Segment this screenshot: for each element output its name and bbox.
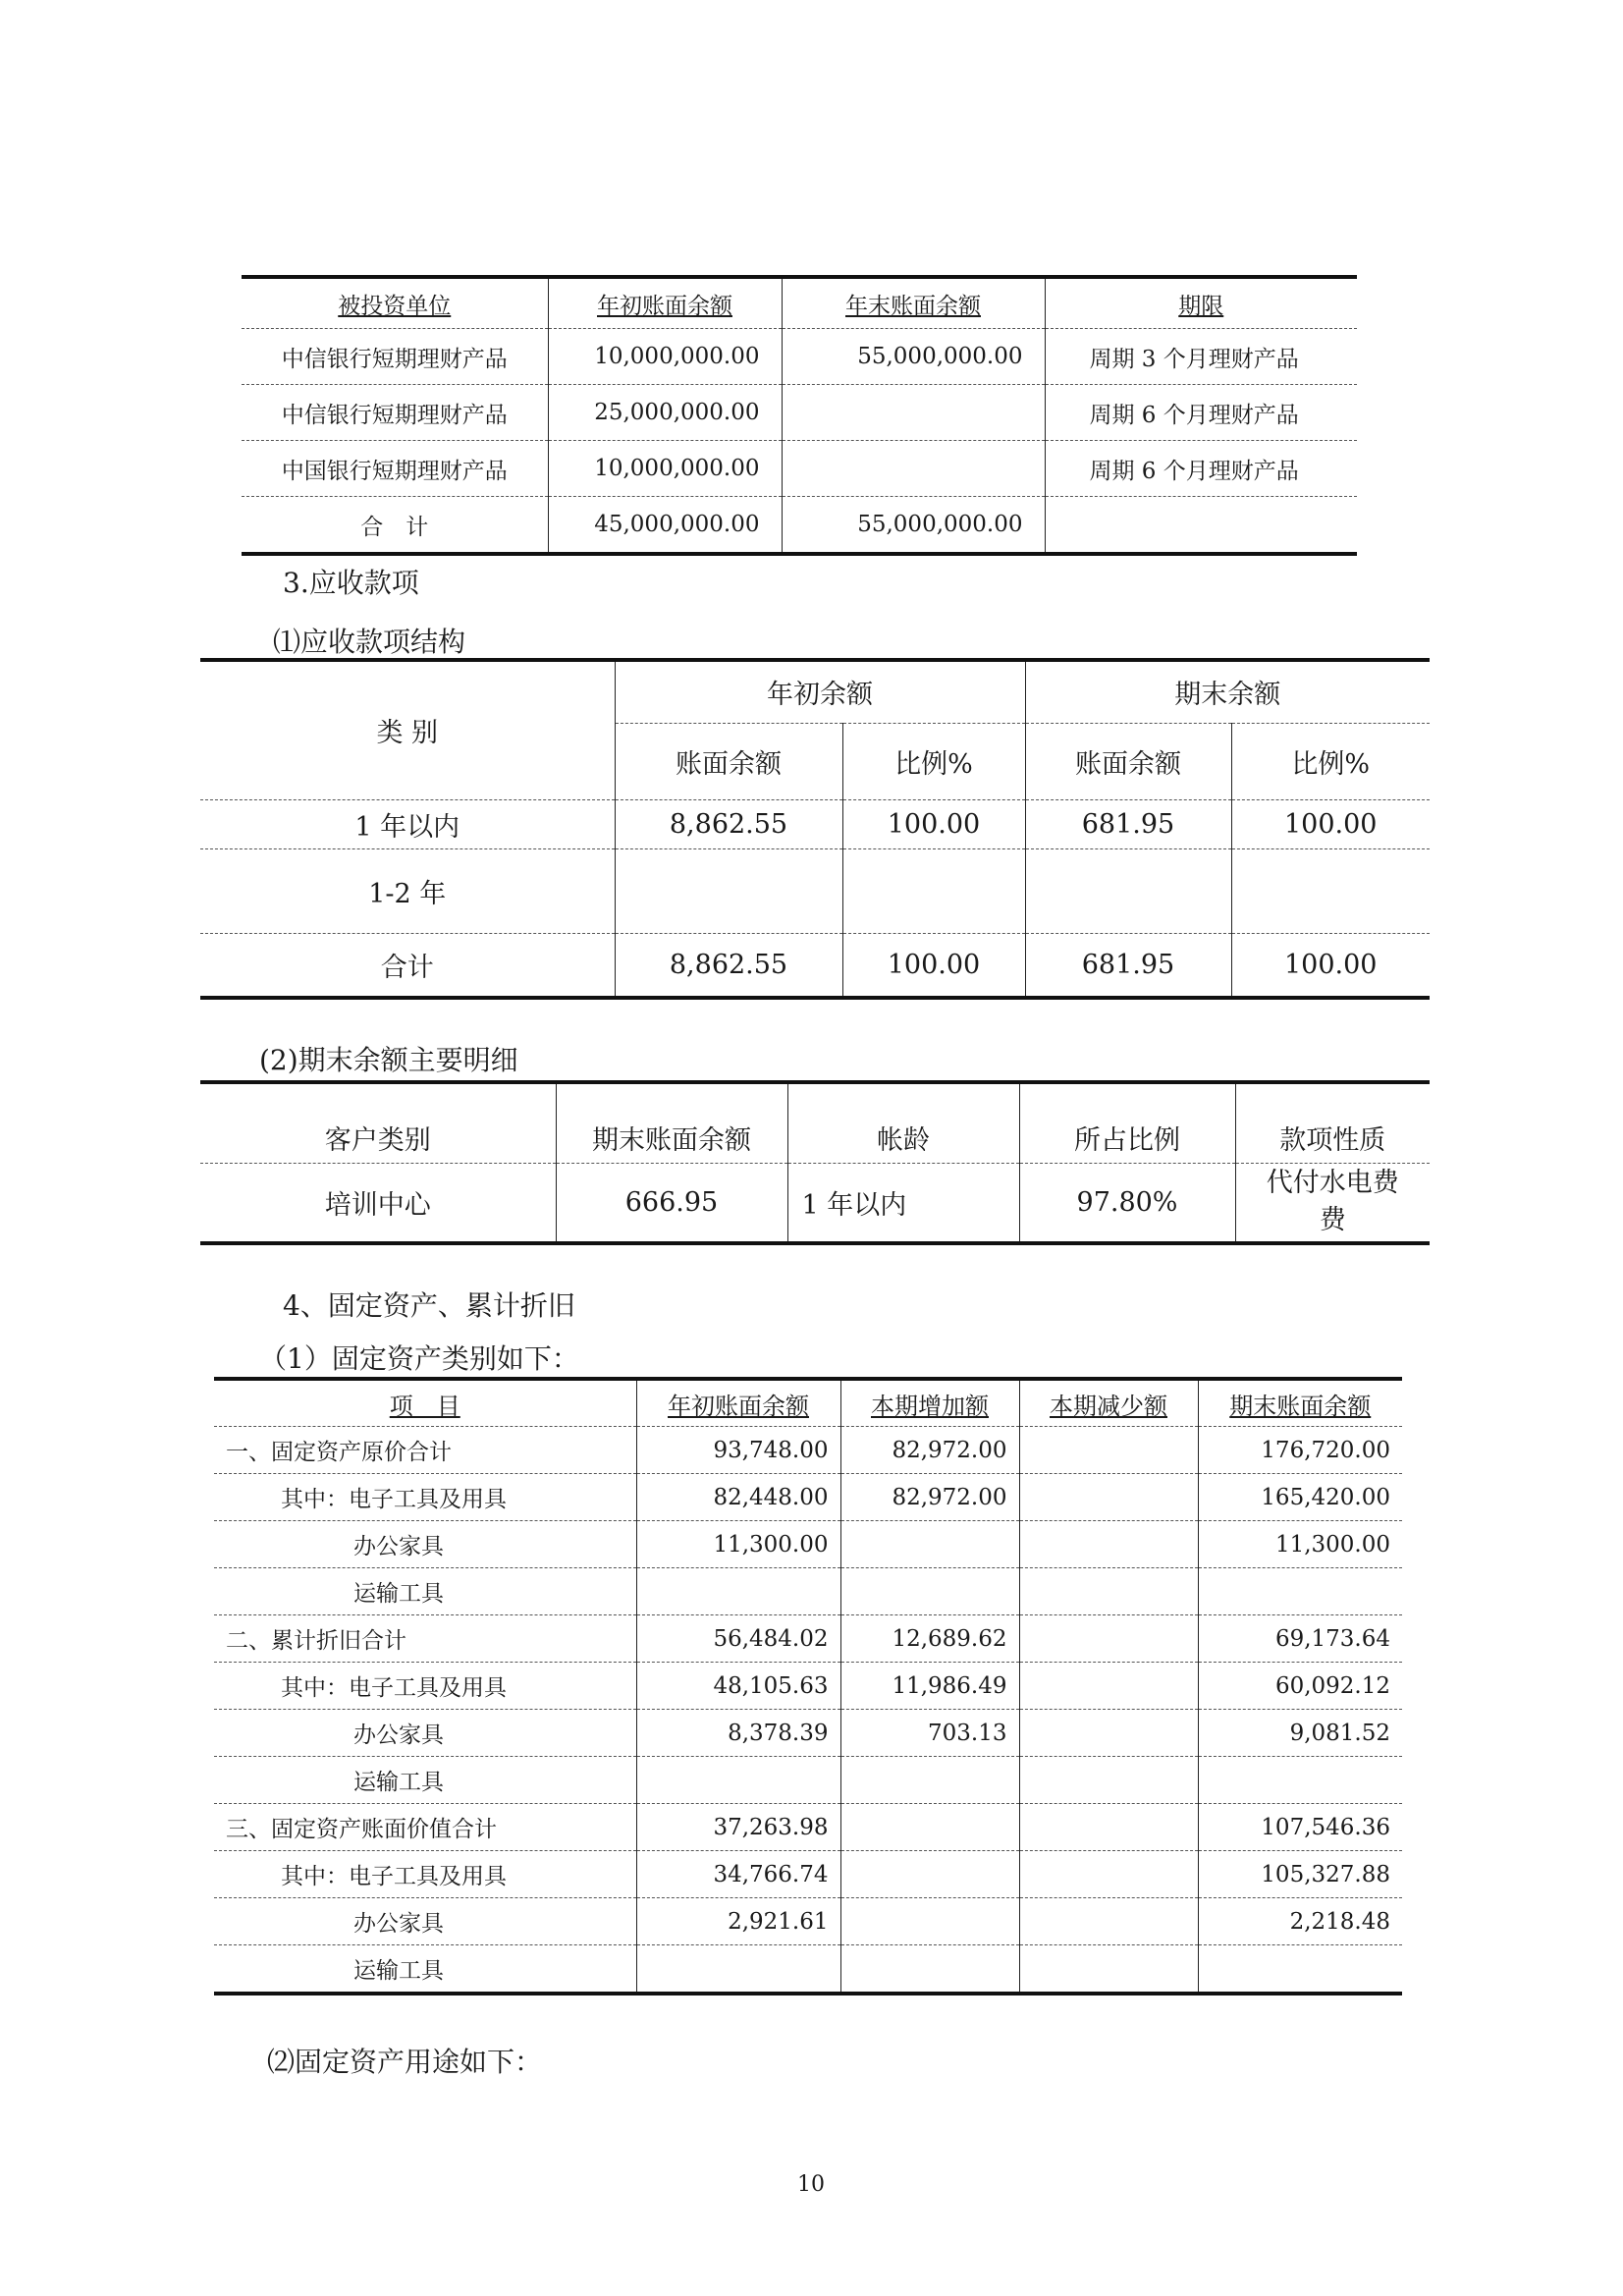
closing-cell	[1198, 1568, 1402, 1615]
ratio-cell: 100.00	[1231, 933, 1430, 998]
section3-subtitle1: ⑴应收款项结构	[273, 626, 466, 658]
item-label-cell: 办公家具	[214, 1710, 636, 1757]
item-label-cell: 二、累计折旧合计	[214, 1615, 636, 1663]
closing-cell	[1198, 1945, 1402, 1995]
header-cell: 帐龄	[787, 1082, 1019, 1163]
ratio-cell: 100.00	[1231, 799, 1430, 848]
closing-cell: 55,000,000.00	[782, 329, 1045, 385]
table-row	[214, 1615, 1402, 1663]
table-row	[214, 1521, 1402, 1568]
item-label-cell: 一、固定资产原价合计	[214, 1427, 636, 1474]
opening-cell: 48,105.63	[636, 1663, 840, 1710]
section4-subtitle1: （1）固定资产类别如下：	[259, 1342, 579, 1375]
decrease-cell	[1019, 1710, 1198, 1757]
table-row	[242, 385, 1357, 441]
fixed-assets-table	[214, 1377, 1402, 1995]
item-label-cell: 其中：电子工具及用具	[214, 1851, 636, 1898]
term-cell	[1045, 497, 1357, 555]
opening-cell: 10,000,000.00	[548, 441, 782, 497]
increase-cell	[840, 1521, 1019, 1568]
header-cell: 款项性质	[1235, 1082, 1430, 1163]
table-row	[242, 329, 1357, 385]
total-row	[242, 497, 1357, 555]
increase-cell	[840, 1898, 1019, 1945]
investment-table	[242, 275, 1357, 556]
decrease-cell	[1019, 1521, 1198, 1568]
item-label-cell: 运输工具	[214, 1945, 636, 1995]
table-row	[242, 441, 1357, 497]
opening-cell: 93,748.00	[636, 1427, 840, 1474]
increase-cell	[840, 1757, 1019, 1804]
increase-cell	[840, 1568, 1019, 1615]
increase-cell: 11,986.49	[840, 1663, 1019, 1710]
closing-cell: 176,720.00	[1198, 1427, 1402, 1474]
ratio-cell: 100.00	[842, 799, 1025, 848]
increase-cell: 82,972.00	[840, 1474, 1019, 1521]
header-cell: 期末账面余额	[1198, 1379, 1402, 1427]
term-cell: 周期 6 个月理财产品	[1045, 441, 1357, 497]
closing-cell: 105,327.88	[1198, 1851, 1402, 1898]
receivables-table	[200, 658, 1430, 1000]
increase-cell: 82,972.00	[840, 1427, 1019, 1474]
decrease-cell	[1019, 1804, 1198, 1851]
table-row	[214, 1568, 1402, 1615]
col-ratio: 比例%	[842, 723, 1025, 799]
nature-cell	[1235, 1163, 1430, 1243]
opening-cell: 37,263.98	[636, 1804, 840, 1851]
section3-title: 3.应收款项	[283, 567, 419, 599]
col-amount: 账面余额	[615, 723, 842, 799]
page-number: 10	[797, 2172, 825, 2197]
closing-cell: 2,218.48	[1198, 1898, 1402, 1945]
item-label-cell: 办公家具	[214, 1898, 636, 1945]
section4-title: 4、固定资产、累计折旧	[283, 1289, 575, 1322]
opening-cell: 2,921.61	[636, 1898, 840, 1945]
opening-cell: 10,000,000.00	[548, 329, 782, 385]
section3-subtitle2: (2)期末余额主要明细	[259, 1044, 518, 1076]
category-cell: 1-2 年	[200, 848, 615, 933]
header-cell: 本期减少额	[1019, 1379, 1198, 1427]
col-amount: 账面余额	[1025, 723, 1231, 799]
item-label-cell: 其中：电子工具及用具	[214, 1474, 636, 1521]
entity-cell: 合 计	[242, 497, 548, 555]
increase-cell	[840, 1851, 1019, 1898]
closing-cell: 69,173.64	[1198, 1615, 1402, 1663]
increase-cell: 12,689.62	[840, 1615, 1019, 1663]
decrease-cell	[1019, 1945, 1198, 1995]
closing-cell	[782, 385, 1045, 441]
header-cell: 本期增加额	[840, 1379, 1019, 1427]
item-label-cell: 运输工具	[214, 1568, 636, 1615]
decrease-cell	[1019, 1757, 1198, 1804]
nature-line2: 费	[1319, 1205, 1346, 1236]
table-row	[214, 1663, 1402, 1710]
entity-cell: 中国银行短期理财产品	[242, 441, 548, 497]
item-label-cell: 其中：电子工具及用具	[214, 1663, 636, 1710]
term-cell: 周期 6 个月理财产品	[1045, 385, 1357, 441]
balance-cell: 666.95	[556, 1163, 787, 1243]
closing-group-header: 期末余额	[1025, 660, 1430, 723]
table-row	[214, 1474, 1402, 1521]
amount-cell: 681.95	[1025, 799, 1231, 848]
opening-cell: 11,300.00	[636, 1521, 840, 1568]
entity-cell: 中信银行短期理财产品	[242, 329, 548, 385]
table-row	[214, 1898, 1402, 1945]
nature-line1: 代付水电费	[1266, 1168, 1399, 1199]
ratio-cell	[842, 848, 1025, 933]
fixed-assets-body	[214, 1427, 1402, 1995]
opening-cell	[636, 1945, 840, 1995]
decrease-cell	[1019, 1615, 1198, 1663]
table-row	[200, 799, 1430, 848]
term-cell: 周期 3 个月理财产品	[1045, 329, 1357, 385]
table-row	[214, 1710, 1402, 1757]
table-row	[200, 848, 1430, 933]
ratio-cell: 100.00	[842, 933, 1025, 998]
entity-cell: 中信银行短期理财产品	[242, 385, 548, 441]
receivables-header-row1	[200, 660, 1430, 723]
item-label-cell: 办公家具	[214, 1521, 636, 1568]
amount-cell: 681.95	[1025, 933, 1231, 998]
amount-cell: 8,862.55	[615, 799, 842, 848]
decrease-cell	[1019, 1427, 1198, 1474]
closing-cell: 11,300.00	[1198, 1521, 1402, 1568]
total-row	[200, 933, 1430, 998]
opening-group-header: 年初余额	[615, 660, 1025, 723]
amount-cell	[1025, 848, 1231, 933]
header-cell: 年末账面余额	[782, 277, 1045, 329]
fixed-assets-header	[214, 1379, 1402, 1427]
detail-header-row	[200, 1082, 1430, 1163]
header-cell: 年初账面余额	[548, 277, 782, 329]
table-row	[200, 1163, 1430, 1243]
opening-cell	[636, 1568, 840, 1615]
opening-cell: 8,378.39	[636, 1710, 840, 1757]
ratio-cell	[1231, 848, 1430, 933]
category-cell: 1 年以内	[200, 799, 615, 848]
closing-cell: 9,081.52	[1198, 1710, 1402, 1757]
item-label-cell: 运输工具	[214, 1757, 636, 1804]
section4-subtitle2: ⑵固定资产用途如下：	[267, 2046, 543, 2078]
increase-cell: 703.13	[840, 1710, 1019, 1757]
opening-cell	[636, 1757, 840, 1804]
amount-cell	[615, 848, 842, 933]
closing-cell: 107,546.36	[1198, 1804, 1402, 1851]
closing-cell: 55,000,000.00	[782, 497, 1045, 555]
amount-cell: 8,862.55	[615, 933, 842, 998]
investment-table-header	[242, 277, 1357, 329]
closing-cell	[1198, 1757, 1402, 1804]
decrease-cell	[1019, 1851, 1198, 1898]
increase-cell	[840, 1945, 1019, 1995]
opening-cell: 82,448.00	[636, 1474, 840, 1521]
header-cell: 被投资单位	[242, 277, 548, 329]
closing-cell: 60,092.12	[1198, 1663, 1402, 1710]
header-cell: 项 目	[214, 1379, 636, 1427]
header-cell: 期末账面余额	[556, 1082, 787, 1163]
table-row	[214, 1804, 1402, 1851]
table-row	[214, 1851, 1402, 1898]
closing-cell: 165,420.00	[1198, 1474, 1402, 1521]
category-cell: 合计	[200, 933, 615, 998]
decrease-cell	[1019, 1474, 1198, 1521]
table-row	[214, 1757, 1402, 1804]
item-label-cell: 三、固定资产账面价值合计	[214, 1804, 636, 1851]
header-cell: 年初账面余额	[636, 1379, 840, 1427]
closing-cell	[782, 441, 1045, 497]
detail-table	[200, 1080, 1430, 1245]
table-row	[214, 1945, 1402, 1995]
client-cell: 培训中心	[200, 1163, 556, 1243]
opening-cell: 45,000,000.00	[548, 497, 782, 555]
opening-cell: 56,484.02	[636, 1615, 840, 1663]
decrease-cell	[1019, 1898, 1198, 1945]
decrease-cell	[1019, 1663, 1198, 1710]
header-cell: 所占比例	[1019, 1082, 1235, 1163]
age-cell: 1 年以内	[787, 1163, 1019, 1243]
category-header: 类 别	[200, 660, 615, 799]
decrease-cell	[1019, 1568, 1198, 1615]
opening-cell: 34,766.74	[636, 1851, 840, 1898]
header-cell: 期限	[1045, 277, 1357, 329]
opening-cell: 25,000,000.00	[548, 385, 782, 441]
ratio-cell: 97.80%	[1019, 1163, 1235, 1243]
table-row	[214, 1427, 1402, 1474]
col-ratio: 比例%	[1231, 723, 1430, 799]
increase-cell	[840, 1804, 1019, 1851]
header-cell: 客户类别	[200, 1082, 556, 1163]
